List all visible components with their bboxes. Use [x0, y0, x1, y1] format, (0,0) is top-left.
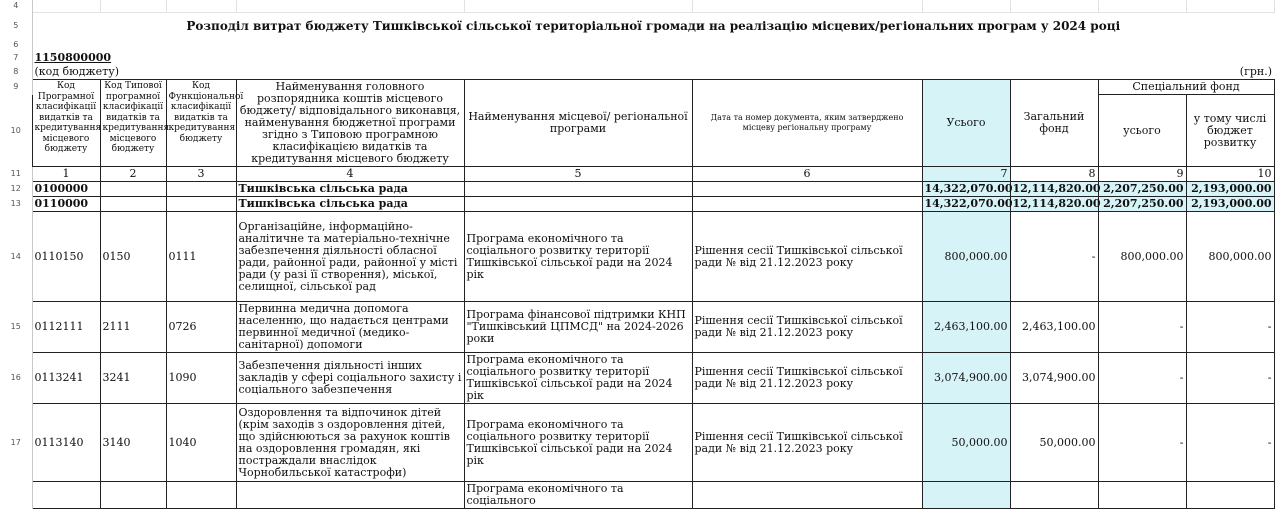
- approval-document[interactable]: Рішення сесії Тишківської сільської ради № від 21.12.2023 року: [692, 302, 922, 353]
- special-fund-amount[interactable]: 800,000.00: [1098, 212, 1186, 302]
- typical-code[interactable]: 2111: [100, 302, 166, 353]
- program-description[interactable]: Забезпечення діяльності інших закладів у сфері соціального захисту і соціального забезпечення: [236, 353, 464, 404]
- header-total[interactable]: Усього: [922, 80, 1010, 167]
- sheet-row-4: [0, 0, 1278, 12]
- row-number[interactable]: 11: [0, 167, 32, 182]
- functional-code[interactable]: 1090: [166, 353, 236, 404]
- row-number[interactable]: 17: [0, 404, 32, 482]
- row-number[interactable]: 7: [0, 51, 32, 65]
- table-row: [0, 212, 1278, 302]
- table-row: [0, 302, 1278, 353]
- summary-code[interactable]: 0110000: [32, 197, 100, 212]
- total-amount[interactable]: 800,000.00: [922, 212, 1010, 302]
- local-program-name[interactable]: Програма фінансової підтримки КНП "Тишківський ЦПМСД" на 2024-2026 роки: [464, 302, 692, 353]
- column-number[interactable]: 1: [32, 167, 100, 182]
- summary-general[interactable]: 12,114,820.00: [1010, 182, 1098, 197]
- general-fund-amount[interactable]: -: [1010, 212, 1098, 302]
- summary-code[interactable]: 0100000: [32, 182, 100, 197]
- total-amount[interactable]: 2,463,100.00: [922, 302, 1010, 353]
- column-number[interactable]: 6: [692, 167, 922, 182]
- functional-code[interactable]: 0726: [166, 302, 236, 353]
- general-fund-amount[interactable]: 3,074,900.00: [1010, 353, 1098, 404]
- typical-code[interactable]: 3140: [100, 404, 166, 482]
- header-manager-name[interactable]: Найменування головного розпорядника коштів місцевого бюджету/ відповідального виконавця, найменування бюджетної програми згідно з Типовою програмною класифікацією видатків та кредитування місцевого бюджету: [236, 80, 464, 167]
- total-amount[interactable]: 50,000.00: [922, 404, 1010, 482]
- row-number[interactable]: 16: [0, 353, 32, 404]
- header-special-total[interactable]: усього: [1098, 95, 1186, 167]
- header-functional-code[interactable]: Код Функціональної класифікації видатків та кредитування бюджету: [166, 80, 236, 167]
- approval-document[interactable]: Рішення сесії Тишківської сільської ради № від 21.12.2023 року: [692, 212, 922, 302]
- summary-development[interactable]: 2,193,000.00: [1186, 197, 1274, 212]
- local-program-name[interactable]: Програма економічного та соціального розвитку території Тишківської сільської ради на 2024 рік: [464, 212, 692, 302]
- summary-special[interactable]: 2,207,250.00: [1098, 182, 1186, 197]
- currency-note[interactable]: (грн.): [1239, 65, 1272, 78]
- program-description[interactable]: Оздоровлення та відпочинок дітей (крім заходів з оздоровлення дітей, що здійснюються за рахунок коштів на оздоровлення громадян, які постраждали внаслідок Чорнобильської катастрофи): [236, 404, 464, 482]
- header-program-name[interactable]: Найменування місцевої/ регіональної програми: [464, 80, 692, 167]
- functional-code[interactable]: 0111: [166, 212, 236, 302]
- sheet-row-13: [0, 197, 1278, 212]
- general-fund-amount[interactable]: 2,463,100.00: [1010, 302, 1098, 353]
- approval-document[interactable]: Рішення сесії Тишківської сільської ради № від 21.12.2023 року: [692, 353, 922, 404]
- sheet-row-5: [0, 12, 1278, 39]
- column-number[interactable]: 8: [1010, 167, 1098, 182]
- document-title[interactable]: Розподіл витрат бюджету Тишківської сільської територіальної громади на реалізацію місцевих/регіональних програм у 2024 році: [186, 18, 1121, 33]
- column-number[interactable]: 4: [236, 167, 464, 182]
- program-code[interactable]: 0110150: [32, 212, 100, 302]
- row-number[interactable]: 12: [0, 182, 32, 197]
- row-number[interactable]: 5: [0, 12, 32, 39]
- column-number[interactable]: 5: [464, 167, 692, 182]
- program-code[interactable]: 0113140: [32, 404, 100, 482]
- budget-code-label[interactable]: (код бюджету): [34, 65, 120, 78]
- development-amount[interactable]: 800,000.00: [1186, 212, 1274, 302]
- column-number[interactable]: 10: [1186, 167, 1274, 182]
- general-fund-amount[interactable]: 50,000.00: [1010, 404, 1098, 482]
- sheet-row-9: [0, 80, 1278, 95]
- special-fund-amount[interactable]: -: [1098, 353, 1186, 404]
- summary-name[interactable]: Тишківська сільська рада: [236, 182, 464, 197]
- row-number[interactable]: 6: [0, 39, 32, 51]
- sheet-row-7: [0, 51, 1278, 65]
- local-program-name[interactable]: Програма економічного та соціального: [464, 482, 692, 509]
- table-row: [0, 353, 1278, 404]
- sheet-row-8: [0, 65, 1278, 80]
- budget-code[interactable]: 1150800000: [34, 51, 112, 64]
- summary-total[interactable]: 14,322,070.00: [922, 182, 1010, 197]
- program-code[interactable]: 0113241: [32, 353, 100, 404]
- summary-special[interactable]: 2,207,250.00: [1098, 197, 1186, 212]
- program-description[interactable]: Первинна медична допомога населенню, що надається центрами первинної медичної (медико-санітарної) допомоги: [236, 302, 464, 353]
- row-number[interactable]: 13: [0, 197, 32, 212]
- approval-document[interactable]: Рішення сесії Тишківської сільської ради № від 21.12.2023 року: [692, 404, 922, 482]
- special-fund-amount[interactable]: -: [1098, 404, 1186, 482]
- program-code[interactable]: 0112111: [32, 302, 100, 353]
- summary-development[interactable]: 2,193,000.00: [1186, 182, 1274, 197]
- row-number[interactable]: 14: [0, 212, 32, 302]
- column-number[interactable]: 7: [922, 167, 1010, 182]
- local-program-name[interactable]: Програма економічного та соціального розвитку території Тишківської сільської ради на 2024 рік: [464, 353, 692, 404]
- development-amount[interactable]: -: [1186, 404, 1274, 482]
- sheet-row-12: [0, 182, 1278, 197]
- special-fund-amount[interactable]: -: [1098, 302, 1186, 353]
- local-program-name[interactable]: Програма економічного та соціального розвитку території Тишківської сільської ради на 2024 рік: [464, 404, 692, 482]
- header-program-code[interactable]: Код Програмної класифікації видатків та кредитування місцевого бюджету: [32, 80, 100, 167]
- summary-total[interactable]: 14,322,070.00: [922, 197, 1010, 212]
- sheet-row-11: [0, 167, 1278, 182]
- row-number[interactable]: 8: [0, 65, 32, 80]
- typical-code[interactable]: 0150: [100, 212, 166, 302]
- row-number[interactable]: 9: [0, 80, 32, 95]
- header-general-fund[interactable]: Загальний фонд: [1010, 80, 1098, 167]
- column-number[interactable]: 3: [166, 167, 236, 182]
- header-development-budget[interactable]: у тому числі бюджет розвитку: [1186, 95, 1274, 167]
- table-row: [0, 404, 1278, 482]
- program-description[interactable]: Організаційне, інформаційно-аналітичне та матеріально-технічне забезпечення діяльності обласної ради, районної ради, районної у місті ради (у разі її створення), міської, селищної, сільської рад: [236, 212, 464, 302]
- header-typical-code[interactable]: Код Типової програмної класифікації видатків та кредитування місцевого бюджету: [100, 80, 166, 167]
- table-row-partial: [0, 482, 1278, 509]
- sheet-row-6: [0, 39, 1278, 51]
- development-amount[interactable]: -: [1186, 353, 1274, 404]
- column-number[interactable]: 2: [100, 167, 166, 182]
- summary-general[interactable]: 12,114,820.00: [1010, 197, 1098, 212]
- row-number[interactable]: 4: [0, 0, 32, 12]
- total-amount[interactable]: 3,074,900.00: [922, 353, 1010, 404]
- header-document[interactable]: Дата та номер документа, яким затверджено місцеву регіональну програму: [692, 80, 922, 167]
- header-special-fund[interactable]: Спеціальний фонд: [1098, 80, 1274, 95]
- row-number[interactable]: 10: [0, 95, 32, 167]
- summary-name[interactable]: Тишківська сільська рада: [236, 197, 464, 212]
- typical-code[interactable]: 3241: [100, 353, 166, 404]
- row-number[interactable]: 15: [0, 302, 32, 353]
- development-amount[interactable]: -: [1186, 302, 1274, 353]
- column-number[interactable]: 9: [1098, 167, 1186, 182]
- functional-code[interactable]: 1040: [166, 404, 236, 482]
